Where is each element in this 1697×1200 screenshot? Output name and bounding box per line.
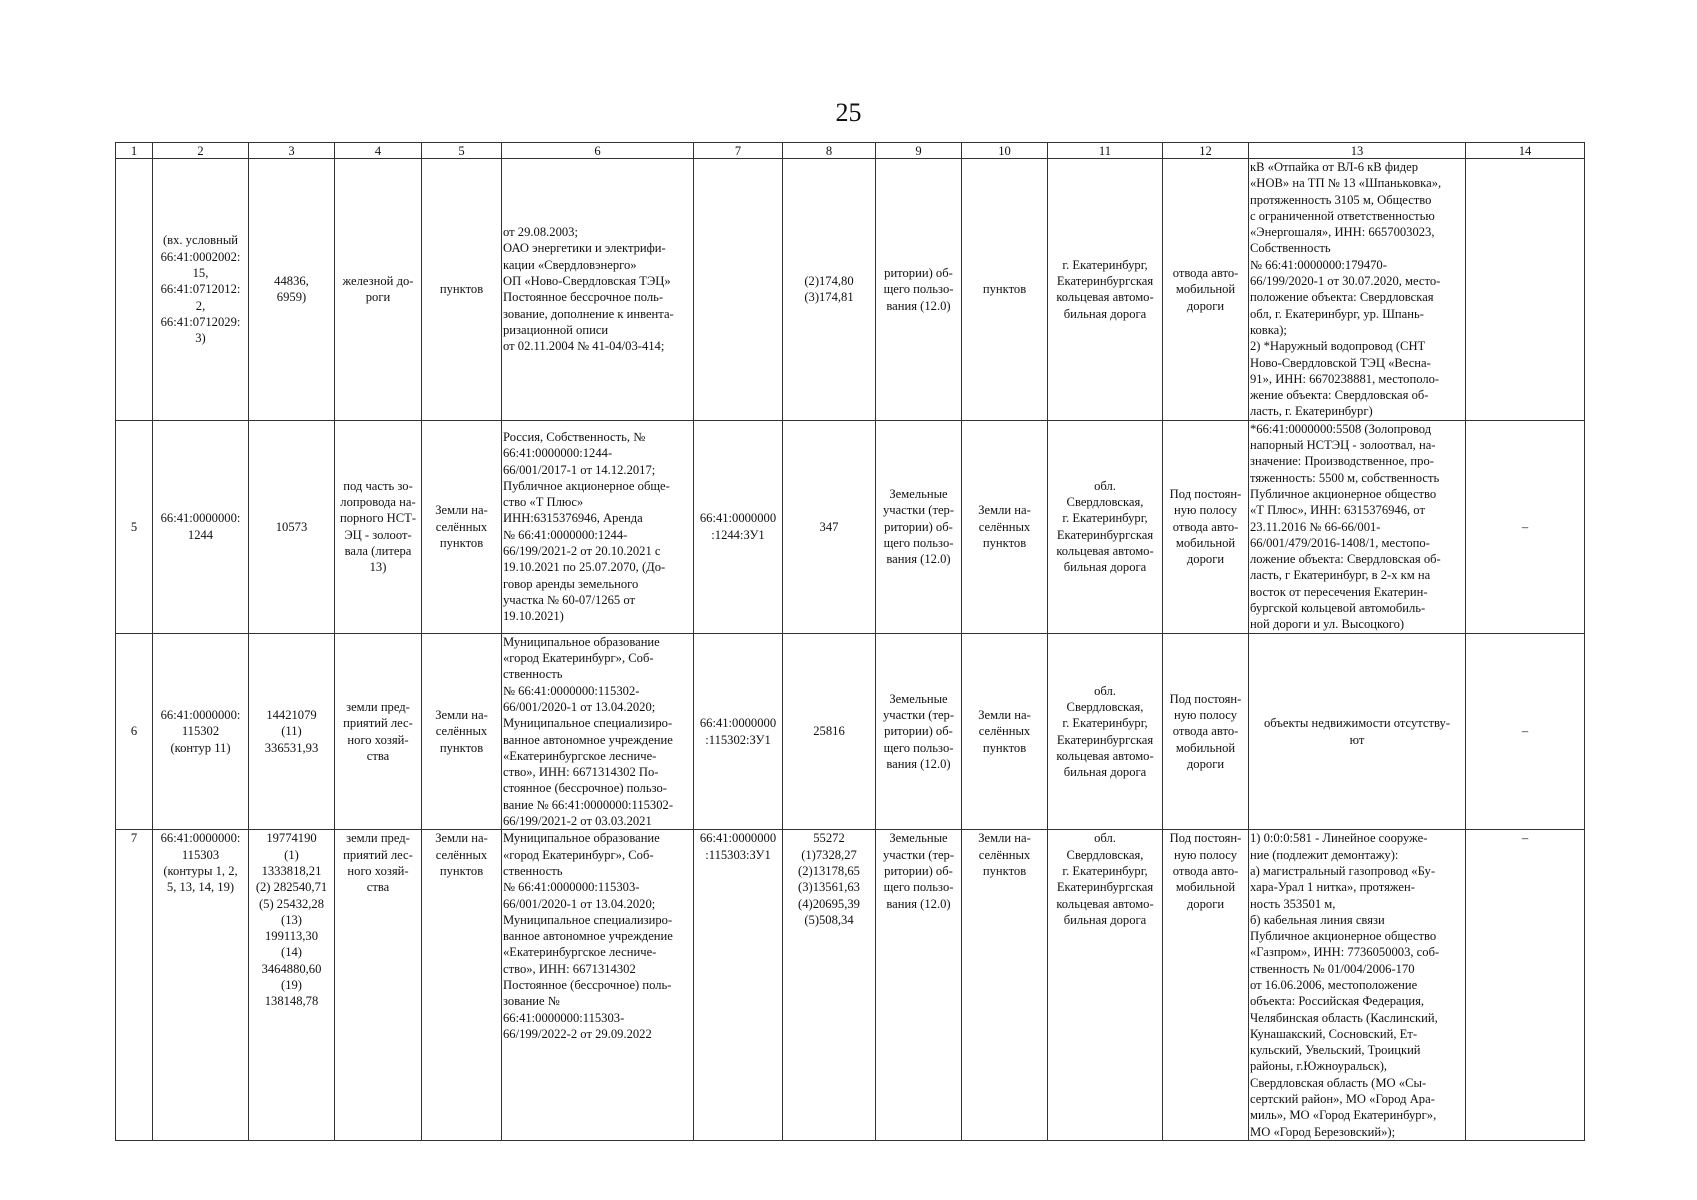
column-number: 13 bbox=[1249, 143, 1466, 159]
area: 44836, 6959) bbox=[249, 159, 335, 421]
rights-holder: Россия, Собственность, № 66:41:0000000:1244- 66/001/2017-1 от 14.12.2017; Публичное акционерное обще- ство «Т Плюс» ИНН:6315376946, Аренда № 66:41:0000000:1244- 66/199/2021-2 от 20.10.2021 с 19.10.2021 по 25.07.2070, (До- говор аренды земельного участка № 60-07/1265 от 19.10.2021) bbox=[502, 420, 694, 633]
new-plot-area: (2)174,80 (3)174,81 bbox=[783, 159, 876, 421]
column-number: 5 bbox=[422, 143, 502, 159]
location: г. Екатеринбург, Екатеринбургская кольцевая автомо- бильная дорога bbox=[1048, 159, 1163, 421]
column-number-row bbox=[116, 143, 1585, 159]
new-land-category: Земли на- селённых пунктов bbox=[962, 420, 1048, 633]
column-number: 7 bbox=[694, 143, 783, 159]
column-number: 12 bbox=[1163, 143, 1249, 159]
column-number: 6 bbox=[502, 143, 694, 159]
land-category: Земли на- селённых пунктов bbox=[422, 633, 502, 830]
column-number: 11 bbox=[1048, 143, 1163, 159]
land-category: Земли на- селённых пунктов bbox=[422, 420, 502, 633]
new-permitted-use: ритории) об- щего пользо- вания (12.0) bbox=[876, 159, 962, 421]
table-row bbox=[116, 159, 1585, 421]
new-plot-area: 347 bbox=[783, 420, 876, 633]
area: 14421079 (11) 336531,93 bbox=[249, 633, 335, 830]
rights-holder: Муниципальное образование «город Екатеринбург», Соб- ственность № 66:41:0000000:115302- 66/001/2020-1 от 13.04.2020; Муниципальное специализиро- ванное автономное учреждение «Екатеринбургское лесниче- ство», ИНН: 6671314302 По- стоянное (бессрочное) пользо- вание № 66:41:0000000:115302- 66/199/2021-2 от 03.03.2021 bbox=[502, 633, 694, 830]
real-estate-objects: *66:41:0000000:5508 (Золопровод напорный НСТЭЦ - золоотвал, на- значение: Производственное, про- тяженность: 5500 м, собственность Публичное акционерное общество «Т Плюс», ИНН: 6315376946, от 23.11.2016 № 66-66/001- 66/001/479/2016-1408/1, местопо- ложение объекта: Свердловская об- ласть, г Екатеринбург, в 2-х км на восток от пересечения Екатерин- бургской кольцевой автомобиль- ной дороги и ул. Высоцкого) bbox=[1249, 420, 1466, 633]
new-land-category: Земли на- селённых пунктов bbox=[962, 633, 1048, 830]
cadastral-number: 66:41:0000000: 115302 (контур 11) bbox=[153, 633, 249, 830]
permitted-use: железной до- роги bbox=[335, 159, 422, 421]
column-number: 8 bbox=[783, 143, 876, 159]
table-row bbox=[116, 420, 1585, 633]
new-permitted-use: Земельные участки (тер- ритории) об- щего пользо- вания (12.0) bbox=[876, 830, 962, 1141]
notes: – bbox=[1466, 830, 1585, 1141]
column-number: 14 bbox=[1466, 143, 1585, 159]
real-estate-objects: 1) 0:0:0:581 - Линейное сооруже- ние (подлежит демонтажу): а) магистральный газопровод «Бу- хара-Урал 1 нитка», протяжен- ность 353501 м, б) кабельная линия связи Публичное акционерное общество «Газпром», ИНН: 7736050003, соб- ственность № 01/004/2006-170 от 16.06.2006, местоположение объекта: Российская Федерация, Челябинская область (Каслинский, Кунашакский, Сосновский, Ет- кульский, Увельский, Троицкий районы, г.Южноуральск), Свердловская область (МО «Сы- сертский район», МО «Город Ара- миль», МО «Город Екатеринбург», МО «Город Березовский»); bbox=[1249, 830, 1466, 1141]
column-number: 2 bbox=[153, 143, 249, 159]
land-category: Земли на- селённых пунктов bbox=[422, 830, 502, 1141]
column-number: 10 bbox=[962, 143, 1048, 159]
row-index: 5 bbox=[116, 420, 153, 633]
new-plot-number bbox=[694, 159, 783, 421]
land-plots-table bbox=[115, 142, 1585, 1141]
location: обл. Свердловская, г. Екатеринбург, Екатеринбургская кольцевая автомо- бильная дорога bbox=[1048, 420, 1163, 633]
row-index: 6 bbox=[116, 633, 153, 830]
purpose: Под постоян- ную полосу отвода авто- мобильной дороги bbox=[1163, 830, 1249, 1141]
cadastral-number: 66:41:0000000: 1244 bbox=[153, 420, 249, 633]
area: 19774190 (1) 1333818,21 (2) 282540,71 (5) 25432,28 (13) 199113,30 (14) 3464880,60 (19) 138148,78 bbox=[249, 830, 335, 1141]
row-index: 7 bbox=[116, 830, 153, 1141]
area: 10573 bbox=[249, 420, 335, 633]
table-row bbox=[116, 830, 1585, 1141]
notes: – bbox=[1466, 633, 1585, 830]
cadastral-number: 66:41:0000000: 115303 (контуры 1, 2, 5, 13, 14, 19) bbox=[153, 830, 249, 1141]
purpose: отвода авто- мобильной дороги bbox=[1163, 159, 1249, 421]
new-plot-area: 55272 (1)7328,27 (2)13178,65 (3)13561,63 (4)20695,39 (5)508,34 bbox=[783, 830, 876, 1141]
cadastral-number: (вх. условный 66:41:0002002: 15, 66:41:0712012: 2, 66:41:0712029: 3) bbox=[153, 159, 249, 421]
rights-holder: от 29.08.2003; ОАО энергетики и электрифи- кации «Свердловэнерго» ОП «Ново-Свердловская ТЭЦ» Постоянное бессрочное поль- зование, дополнение к инвента- ризационной описи от 02.11.2004 № 41-04/03-414; bbox=[502, 159, 694, 421]
location: обл. Свердловская, г. Екатеринбург, Екатеринбургская кольцевая автомо- бильная дорога bbox=[1048, 633, 1163, 830]
new-permitted-use: Земельные участки (тер- ритории) об- щего пользо- вания (12.0) bbox=[876, 633, 962, 830]
new-plot-area: 25816 bbox=[783, 633, 876, 830]
permitted-use: под часть зо- лопровода на- порного НСТ- ЭЦ - золоот- вала (литера 13) bbox=[335, 420, 422, 633]
land-category: пунктов bbox=[422, 159, 502, 421]
column-number: 3 bbox=[249, 143, 335, 159]
permitted-use: земли пред- приятий лес- ного хозяй- ства bbox=[335, 830, 422, 1141]
new-plot-number: 66:41:0000000 :115303:ЗУ1 bbox=[694, 830, 783, 1141]
column-number: 4 bbox=[335, 143, 422, 159]
rights-holder: Муниципальное образование «город Екатеринбург», Соб- ственность № 66:41:0000000:115303- 66/001/2020-1 от 13.04.2020; Муниципальное специализиро- ванное автономное учреждение «Екатеринбургское лесниче- ство», ИНН: 6671314302 Постоянное (бессрочное) поль- зование № 66:41:0000000:115303- 66/199/2022-2 от 29.09.2022 bbox=[502, 830, 694, 1141]
new-permitted-use: Земельные участки (тер- ритории) об- щего пользо- вания (12.0) bbox=[876, 420, 962, 633]
purpose: Под постоян- ную полосу отвода авто- мобильной дороги bbox=[1163, 633, 1249, 830]
real-estate-objects: кВ «Отпайка от ВЛ-6 кВ фидер «НОВ» на ТП № 13 «Шпаньковка», протяженность 3105 м, Общество с ограниченной ответственностью «Энергошаля», ИНН: 6657003023, Собственность № 66:41:0000000:179470- 66/199/2020-1 от 30.07.2020, место- положение объекта: Свердловская обл, г. Екатеринбург, ур. Шпань- ковка); 2) *Наружный водопровод (СНТ Ново-Свердловской ТЭЦ «Весна- 91», ИНН: 6670238881, местополо- жение объекта: Свердловская об- ласть, г. Екатеринбург) bbox=[1249, 159, 1466, 421]
page-number: 25 bbox=[835, 98, 862, 127]
new-land-category: Земли на- селённых пунктов bbox=[962, 830, 1048, 1141]
permitted-use: земли пред- приятий лес- ного хозяй- ства bbox=[335, 633, 422, 830]
purpose: Под постоян- ную полосу отвода авто- мобильной дороги bbox=[1163, 420, 1249, 633]
table-row bbox=[116, 633, 1585, 830]
notes bbox=[1466, 159, 1585, 421]
location: обл. Свердловская, г. Екатеринбург, Екатеринбургская кольцевая автомо- бильная дорога bbox=[1048, 830, 1163, 1141]
real-estate-objects: объекты недвижимости отсутству- ют bbox=[1249, 633, 1466, 830]
new-plot-number: 66:41:0000000 :115302:ЗУ1 bbox=[694, 633, 783, 830]
row-index bbox=[116, 159, 153, 421]
new-plot-number: 66:41:0000000 :1244:ЗУ1 bbox=[694, 420, 783, 633]
column-number: 1 bbox=[116, 143, 153, 159]
new-land-category: пунктов bbox=[962, 159, 1048, 421]
column-number: 9 bbox=[876, 143, 962, 159]
notes: – bbox=[1466, 420, 1585, 633]
